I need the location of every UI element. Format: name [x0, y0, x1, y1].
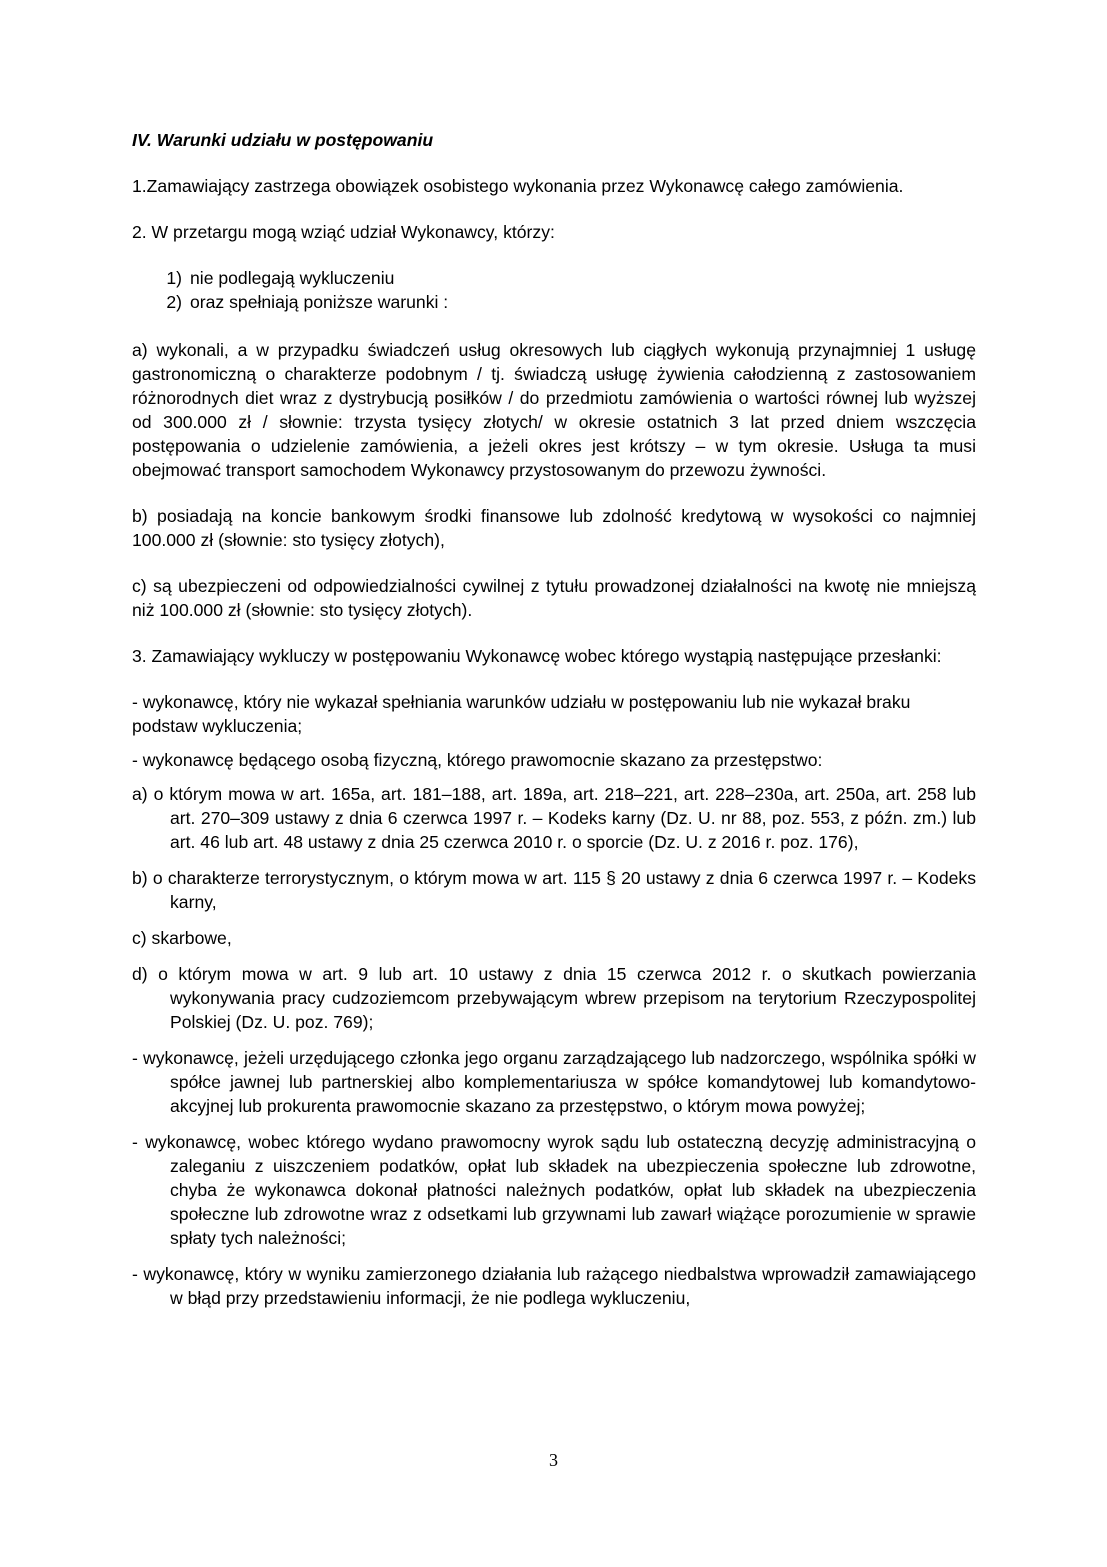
paragraph-2: 2. W przetargu mogą wziąć udział Wykonawcy, którzy: — [132, 222, 555, 242]
page-number: 3 — [549, 1450, 558, 1470]
condition-c: c) są ubezpieczeni od odpowiedzialności cywilnej z tytułu prowadzonej działalności na kwotę nie mniejszą niż 100.000 zł (słownie: sto tysięcy złotych). — [132, 576, 976, 620]
exclusion-2d: d) o którym mowa w art. 9 lub art. 10 ustawy z dnia 15 czerwca 2012 r. o skutkach powierzania wykonywania pracy cudzoziemcom przebywającym wbrew przepisom na terytorium Rzeczypospolitej Polskiej (Dz. U. poz. 769); — [132, 964, 976, 1032]
list-text: oraz spełniają poniższe warunki : — [190, 292, 449, 312]
list-item — [132, 266, 976, 290]
list-number: 2) — [166, 292, 182, 312]
exclusion-2b: b) o charakterze terrorystycznym, o którym mowa w art. 115 § 20 ustawy z dnia 6 czerwca 1997 r. – Kodeks karny, — [132, 868, 976, 912]
paragraph-3: 3. Zamawiający wykluczy w postępowaniu Wykonawcę wobec którego wystąpią następujące przesłanki: — [132, 646, 942, 666]
numbered-list — [132, 266, 976, 314]
condition-b: b) posiadają na koncie bankowym środki finansowe lub zdolność kredytową w wysokości co najmniej 100.000 zł (słownie: sto tysięcy złotych), — [132, 506, 976, 550]
exclusion-2c: c) skarbowe, — [132, 928, 232, 948]
list-text: nie podlegają wykluczeniu — [190, 268, 395, 288]
exclusion-5: - wykonawcę, który w wyniku zamierzonego działania lub rażącego niedbalstwa wprowadził zamawiającego w błąd przy przedstawieniu informacji, że nie podlega wykluczeniu, — [132, 1264, 976, 1308]
exclusion-2a: a) o którym mowa w art. 165a, art. 181–188, art. 189a, art. 218–221, art. 228–230a, art. 250a, art. 258 lub art. 270–309 ustawy z dnia 6 czerwca 1997 r. – Kodeks karny (Dz. U. nr 88, poz. 553, z późn. zm.) lub art. 46 lub art. 48 ustawy z dnia 25 czerwca 2010 r. o sporcie (Dz. U. z 2016 r. poz. 176), — [132, 784, 976, 852]
exclusion-3: - wykonawcę, jeżeli urzędującego członka jego organu zarządzającego lub nadzorczego, wspólnika spółki w spółce jawnej lub partnerskiej albo komplementariusza w spółce komandytowej lub komandytowo-akcyjnej lub prokurenta prawomocnie skazano za przestępstwo, o którym mowa powyżej; — [132, 1048, 976, 1116]
condition-a: a) wykonali, a w przypadku świadczeń usług okresowych lub ciągłych wykonują przynajmniej 1 usługę gastronomiczną o charakterze podobnym / tj. świadczą usługę żywienia całodzienną z zastosowaniem różnorodnych diet wraz z dystrybucją posiłków / do przedmiotu zamówienia o wartości równej lub wyższej od 300.000 zł / słownie: trzysta tysięcy złotych/ w okresie ostatnich 3 lat przed dniem wszczęcia postępowania o udzielenie zamówienia, a jeżeli okres jest krótszy – w tym okresie. Usługa ta musi obejmować transport samochodem Wykonawcy przystosowanym do przewozu żywności. — [132, 340, 976, 480]
exclusion-1: - wykonawcę, który nie wykazał spełniania warunków udziału w postępowaniu lub nie wykazał braku podstaw wykluczenia; — [132, 692, 911, 736]
exclusion-2: - wykonawcę będącego osobą fizyczną, którego prawomocnie skazano za przestępstwo: — [132, 750, 823, 770]
list-item — [132, 290, 976, 314]
list-number: 1) — [166, 268, 182, 288]
exclusion-4: - wykonawcę, wobec którego wydano prawomocny wyrok sądu lub ostateczną decyzję administracyjną o zaleganiu z uiszczeniem podatków, opłat lub składek na ubezpieczenia społeczne lub zdrowotne, chyba że wykonawca dokonał płatności należnych podatków, opłat lub składek na ubezpieczenia społeczne lub zdrowotne wraz z odsetkami lub grzywnami lub zawarł wiążące porozumienie w sprawie spłaty tych należności; — [132, 1132, 976, 1248]
paragraph-1: 1.Zamawiający zastrzega obowiązek osobistego wykonania przez Wykonawcę całego zamówienia. — [132, 176, 904, 196]
document-page — [132, 128, 976, 1322]
section-heading: IV. Warunki udziału w postępowaniu — [132, 130, 434, 150]
